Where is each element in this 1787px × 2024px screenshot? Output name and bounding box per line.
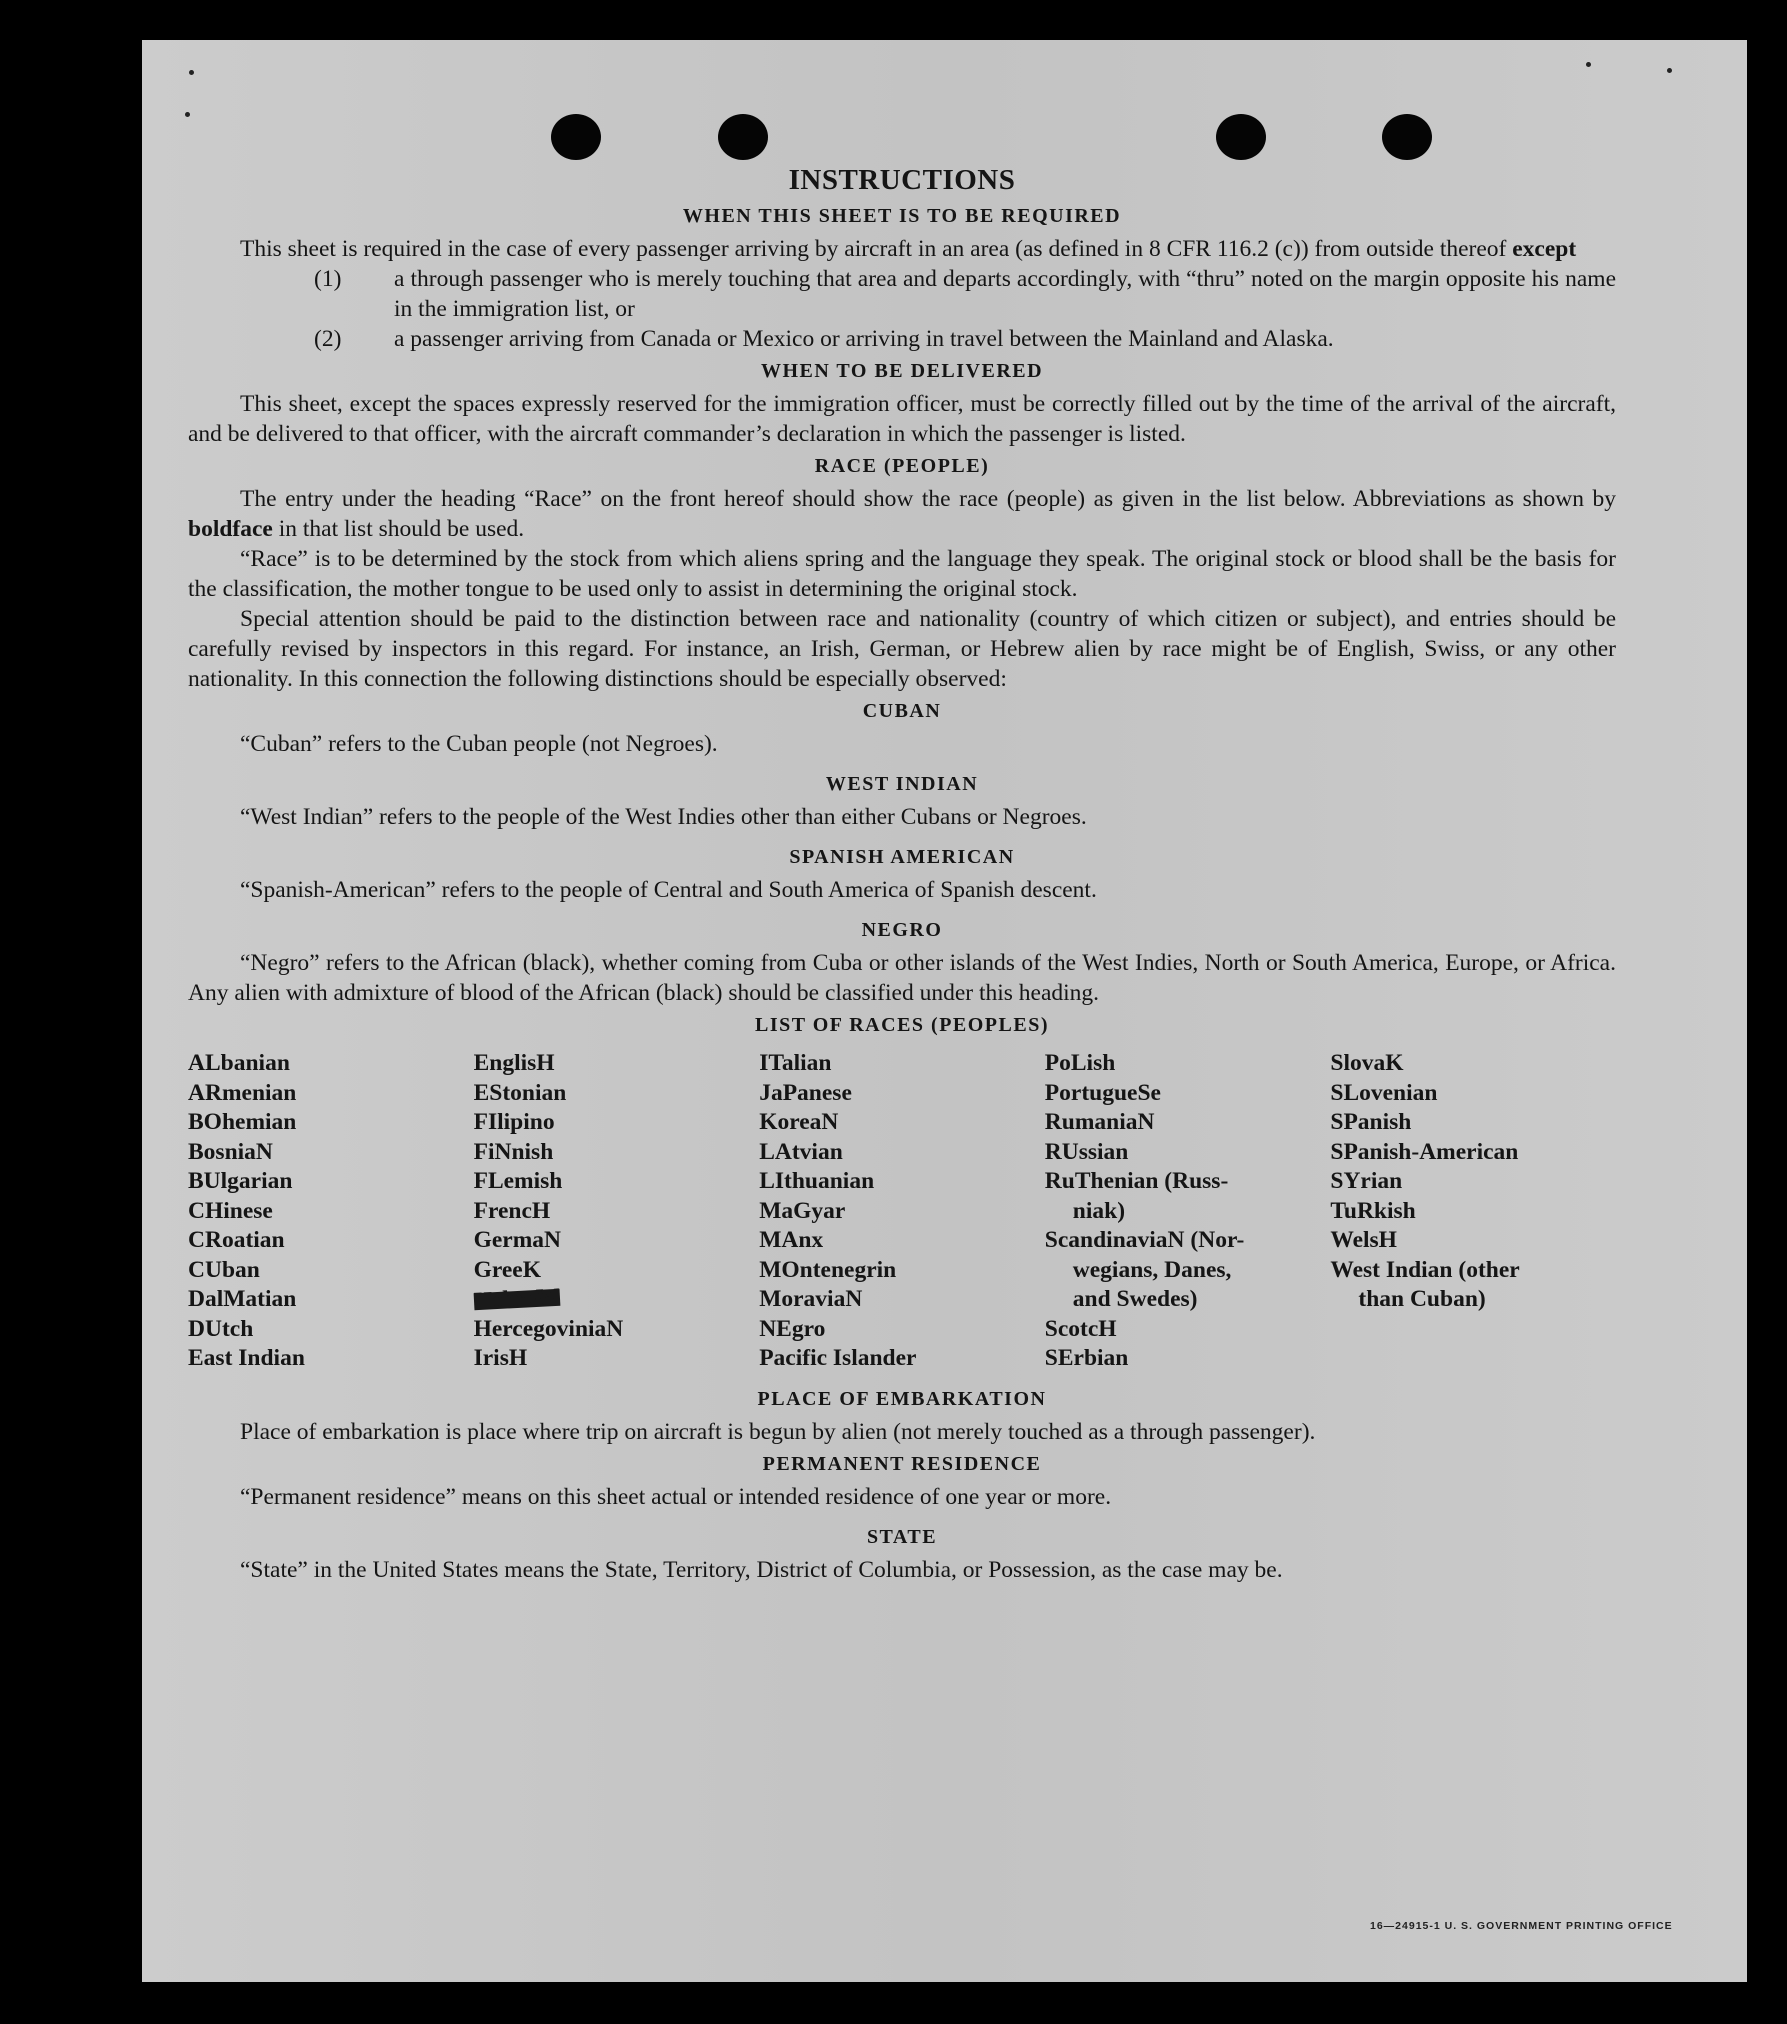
race-entry: PortugueSe	[1044, 1079, 1161, 1106]
race-paragraph-1: The entry under the heading “Race” on the front hereof should show the race (people) as given in the list below. Abbreviations as shown by boldface in that list should be used.	[188, 486, 1616, 542]
cuban-text: “Cuban” refers to the Cuban people (not Negroes).	[240, 731, 718, 757]
punch-hole	[1382, 114, 1432, 160]
heading-residence: PERMANENT RESIDENCE	[762, 1452, 1042, 1475]
race-entry: CHinese	[188, 1197, 273, 1224]
speck	[1667, 68, 1672, 73]
exception-item: (1) a through passenger who is merely touching that area and departs accordingly, with “thru” noted on the margin opposite his name in the immigration list, or	[314, 266, 1616, 322]
heading-state: STATE	[866, 1525, 938, 1548]
race-entry: CUban	[188, 1256, 260, 1283]
race-entry: West Indian (other	[1330, 1256, 1520, 1283]
instructions-content	[188, 164, 1616, 1585]
residence-text: “Permanent residence” means on this sheet actual or intended residence of one year or more.	[240, 1483, 1112, 1510]
heading-negro: NEGRO	[861, 919, 943, 941]
race-entry: MAnx	[759, 1227, 824, 1253]
heading-west-indian: WEST INDIAN	[825, 773, 979, 795]
race-column	[474, 1049, 760, 1374]
race-column	[1045, 1049, 1331, 1374]
heading-embarkation: PLACE OF EMBARKATION	[757, 1387, 1047, 1410]
race-entry: FIlipino	[473, 1109, 555, 1135]
race-entry: ITalian	[759, 1050, 832, 1076]
race-entry: SPanish	[1330, 1109, 1412, 1135]
race-paragraph-3: Special attention should be paid to the distinction between race and nationality (country of which citizen or subject), and entries should be carefully revised by inspectors in this regard. For instance, an Irish, German, or Hebrew alien by race might be of English, Swiss, or any other nationality. In this connection the following distinctions should be especially observed:	[188, 606, 1616, 692]
speck	[185, 112, 190, 117]
heading-race-list: LIST OF RACES (PEOPLES)	[754, 1014, 1049, 1036]
race-entry: ScandinaviaN (Nor-	[1044, 1227, 1245, 1253]
race-entry: IrisH	[473, 1345, 528, 1371]
race-entry: DUtch	[188, 1315, 254, 1342]
race-entry: BUlgarian	[188, 1168, 293, 1194]
race-entry-continued: and Swedes)	[1072, 1286, 1198, 1312]
exception-item: (2) a passenger arriving from Canada or Mexico or arriving in travel between the Mainland and Alaska.	[314, 326, 1334, 352]
race-entry: MoraviaN	[759, 1286, 863, 1312]
race-entry: WelsH	[1330, 1227, 1397, 1253]
race-entry-continued: wegians, Danes,	[1072, 1256, 1232, 1283]
race-entry: SLovenian	[1330, 1079, 1438, 1106]
delivered-text: This sheet, except the spaces expressly reserved for the immigration officer, must be correctly filled out by the time of the arrival of the aircraft, and be delivered to that officer, with the aircraft commander’s declaration in which the passenger is listed.	[188, 391, 1616, 447]
race-entry: FrencH	[473, 1197, 551, 1224]
heading-cuban: CUBAN	[862, 700, 942, 722]
race-entry: LAtvian	[759, 1138, 843, 1165]
spanish-american-text: “Spanish-American” refers to the people of Central and South America of Spanish descent.	[240, 877, 1097, 903]
race-entry: HercegoviniaN	[473, 1315, 624, 1342]
race-entry: CRoatian	[188, 1227, 285, 1253]
redaction-mark: HebreW	[472, 1283, 560, 1315]
heading-required: WHEN THIS SHEET IS TO BE REQUIRED	[682, 205, 1122, 227]
race-entry: FiNnish	[473, 1138, 554, 1165]
speck	[189, 70, 194, 75]
race-entry: Pacific Islander	[759, 1345, 917, 1371]
printer-imprint: 16—24915-1 U. S. GOVERNMENT PRINTING OFFICE	[1370, 1920, 1673, 1932]
race-column	[188, 1049, 474, 1374]
negro-text: “Negro” refers to the African (black), whether coming from Cuba or other islands of the West Indies, North or South America, Europe, or Africa. Any alien with admixture of blood of the African (black) should be classified under this heading.	[188, 950, 1616, 1006]
race-entry: JaPanese	[759, 1079, 852, 1106]
state-text: “State” in the United States means the State, Territory, District of Columbia, or Possession, as the case may be.	[240, 1556, 1283, 1583]
race-entry: LIthuanian	[759, 1168, 875, 1194]
race-column	[759, 1049, 1045, 1374]
race-column	[1330, 1049, 1616, 1374]
punch-hole	[551, 114, 601, 160]
speck	[1586, 62, 1591, 67]
race-list	[188, 1049, 1616, 1374]
race-entry: GreeK	[473, 1256, 542, 1283]
race-entry: KoreaN	[759, 1109, 839, 1135]
race-entry: ScotcH	[1044, 1315, 1117, 1342]
race-entry: DalMatian	[188, 1286, 297, 1312]
race-entry: SErbian	[1044, 1345, 1129, 1371]
race-entry: SYrian	[1330, 1168, 1403, 1194]
race-entry: NEgro	[759, 1315, 826, 1342]
race-entry: RumaniaN	[1044, 1109, 1155, 1135]
race-entry: PoLish	[1044, 1050, 1116, 1076]
race-entry: FLemish	[473, 1168, 563, 1194]
race-entry: RUssian	[1044, 1138, 1129, 1165]
race-entry: ARmenian	[188, 1079, 297, 1106]
race-entry: East Indian	[188, 1345, 305, 1371]
punch-hole	[1216, 114, 1266, 160]
heading-delivered: WHEN TO BE DELIVERED	[760, 360, 1044, 382]
race-entry: EnglisH	[473, 1050, 555, 1076]
race-entry: MaGyar	[759, 1197, 846, 1224]
race-paragraph-2: “Race” is to be determined by the stock from which aliens spring and the language they speak. The original stock or blood shall be the basis for the classification, the mother tongue to be used only to assist in determining the original stock.	[188, 546, 1616, 602]
race-entry: SPanish-American	[1330, 1138, 1519, 1165]
race-entry: ALbanian	[188, 1050, 290, 1076]
race-entry-struck-out	[474, 1285, 760, 1315]
race-entry: TuRkish	[1330, 1197, 1416, 1224]
race-entry: BOhemian	[188, 1109, 297, 1135]
embarkation-text: Place of embarkation is place where trip on aircraft is begun by alien (not merely touched as a through passenger).	[240, 1418, 1316, 1445]
page-title: INSTRUCTIONS	[788, 164, 1016, 196]
heading-race: RACE (PEOPLE)	[814, 455, 990, 477]
punch-hole	[718, 114, 768, 160]
heading-spanish-american: SPANISH AMERICAN	[789, 846, 1015, 868]
west-indian-text: “West Indian” refers to the people of the West Indies other than either Cubans or Negroes.	[240, 804, 1087, 830]
race-entry: MOntenegrin	[759, 1256, 897, 1283]
race-entry: BosniaN	[188, 1138, 273, 1165]
race-entry: SlovaK	[1330, 1050, 1404, 1076]
race-entry-continued: than Cuban)	[1358, 1286, 1486, 1312]
race-entry-continued: niak)	[1072, 1197, 1126, 1224]
required-intro: This sheet is required in the case of every passenger arriving by aircraft in an area (as defined in 8 CFR 116.2 (c)) from outside thereof except	[240, 236, 1577, 262]
race-entry: RuThenian (Russ-	[1044, 1168, 1229, 1194]
race-entry: GermaN	[473, 1227, 562, 1253]
race-entry: EStonian	[473, 1079, 567, 1106]
